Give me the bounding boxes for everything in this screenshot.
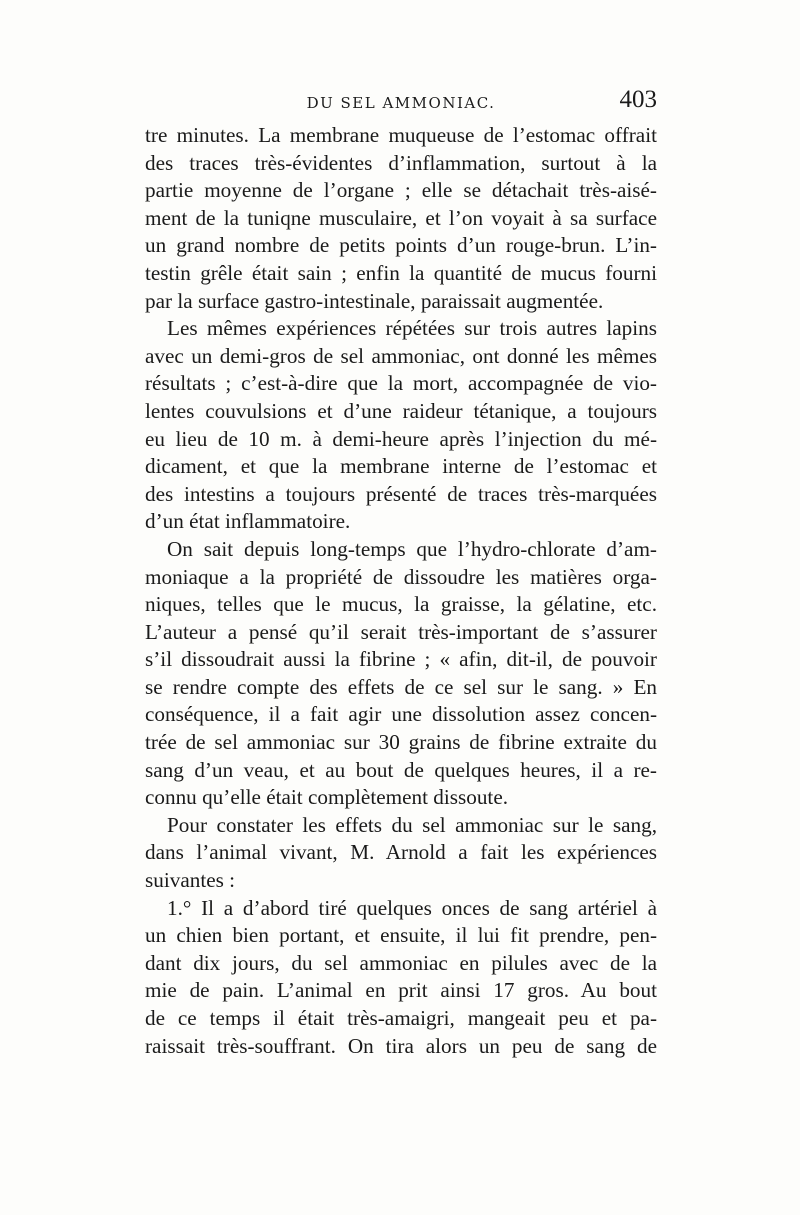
running-title: DU SEL AMMONIAC. (306, 94, 496, 112)
text-line: connu qu’elle était complètement dissoute. (145, 785, 509, 810)
text-line: résultats ; c’est-à-dire que la mort, accompagnée de vio- (145, 371, 657, 396)
text-line: testin grêle était sain ; enfin la quantité de mucus fourni (145, 260, 657, 285)
text-line: des intestins a toujours présenté de traces très-marquées (145, 481, 657, 506)
text-line: s’il dissoudrait aussi la fibrine ; « afin, dit-il, de pouvoir (145, 647, 657, 672)
text-line: trée de sel ammoniac sur 30 grains de fibrine extraite du (145, 730, 657, 755)
text-line: sang d’un veau, et au bout de quelques heures, il a re- (145, 757, 657, 782)
text-line: avec un demi-gros de sel ammoniac, ont donné les mêmes (145, 343, 657, 368)
text-line: tre minutes. La membrane muqueuse de l’estomac offrait (145, 123, 657, 147)
body-text (145, 122, 657, 1060)
text-line: conséquence, il a fait agir une dissolution assez concen- (145, 702, 657, 727)
text-line: suivantes : (145, 868, 236, 893)
text-line: par la surface gastro-intestinale, paraissait augmentée. (145, 288, 604, 313)
text-line: dicament, et que la membrane interne de l’estomac et (145, 454, 657, 479)
text-line: un grand nombre de petits points d’un rouge-brun. L’in- (145, 233, 657, 258)
text-line: partie moyenne de l’organe ; elle se détachait très-aisé- (145, 178, 657, 203)
text-line: moniaque a la propriété de dissoudre les matières orga- (145, 564, 657, 589)
text-line: ment de la tuniqne musculaire, et l’on voyait à sa surface (145, 205, 657, 230)
paragraph-start-line: Les mêmes expériences répétées sur trois autres lapins (167, 316, 657, 341)
text-line: un chien bien portant, et ensuite, il lui fit prendre, pen- (145, 923, 657, 948)
text-line: raissait très-souffrant. On tira alors un peu de sang de (145, 1033, 657, 1058)
page-number: 403 (619, 86, 657, 113)
paragraph-start-line: On sait depuis long-temps que l’hydro-chlorate d’am- (167, 536, 657, 561)
text-line: eu lieu de 10 m. à demi-heure après l’injection du mé- (145, 426, 657, 451)
text-line: dant dix jours, du sel ammoniac en pilules avec de la (145, 950, 657, 975)
text-line: niques, telles que le mucus, la graisse, la gélatine, etc. (145, 592, 657, 617)
paragraph-start-line: 1.° Il a d’abord tiré quelques onces de sang artériel à (167, 895, 657, 920)
text-line: dans l’animal vivant, M. Arnold a fait les expériences (145, 840, 657, 865)
text-line: des traces très-évidentes d’inflammation, surtout à la (145, 150, 657, 175)
text-line: mie de pain. L’animal en prit ainsi 17 gros. Au bout (145, 978, 657, 1003)
text-line: lentes couvulsions et d’une raideur tétanique, a toujours (145, 398, 657, 423)
text-line: L’auteur a pensé qu’il serait très-important de s’assurer (145, 619, 657, 644)
text-line: d’un état inflammatoire. (145, 509, 351, 534)
running-head (145, 86, 657, 120)
paragraph-start-line: Pour constater les effets du sel ammoniac sur le sang, (167, 812, 657, 837)
text-line: se rendre compte des effets de ce sel sur le sang. » En (145, 674, 657, 699)
text-line: de ce temps il était très-amaigri, mangeait peu et pa- (145, 1006, 657, 1030)
